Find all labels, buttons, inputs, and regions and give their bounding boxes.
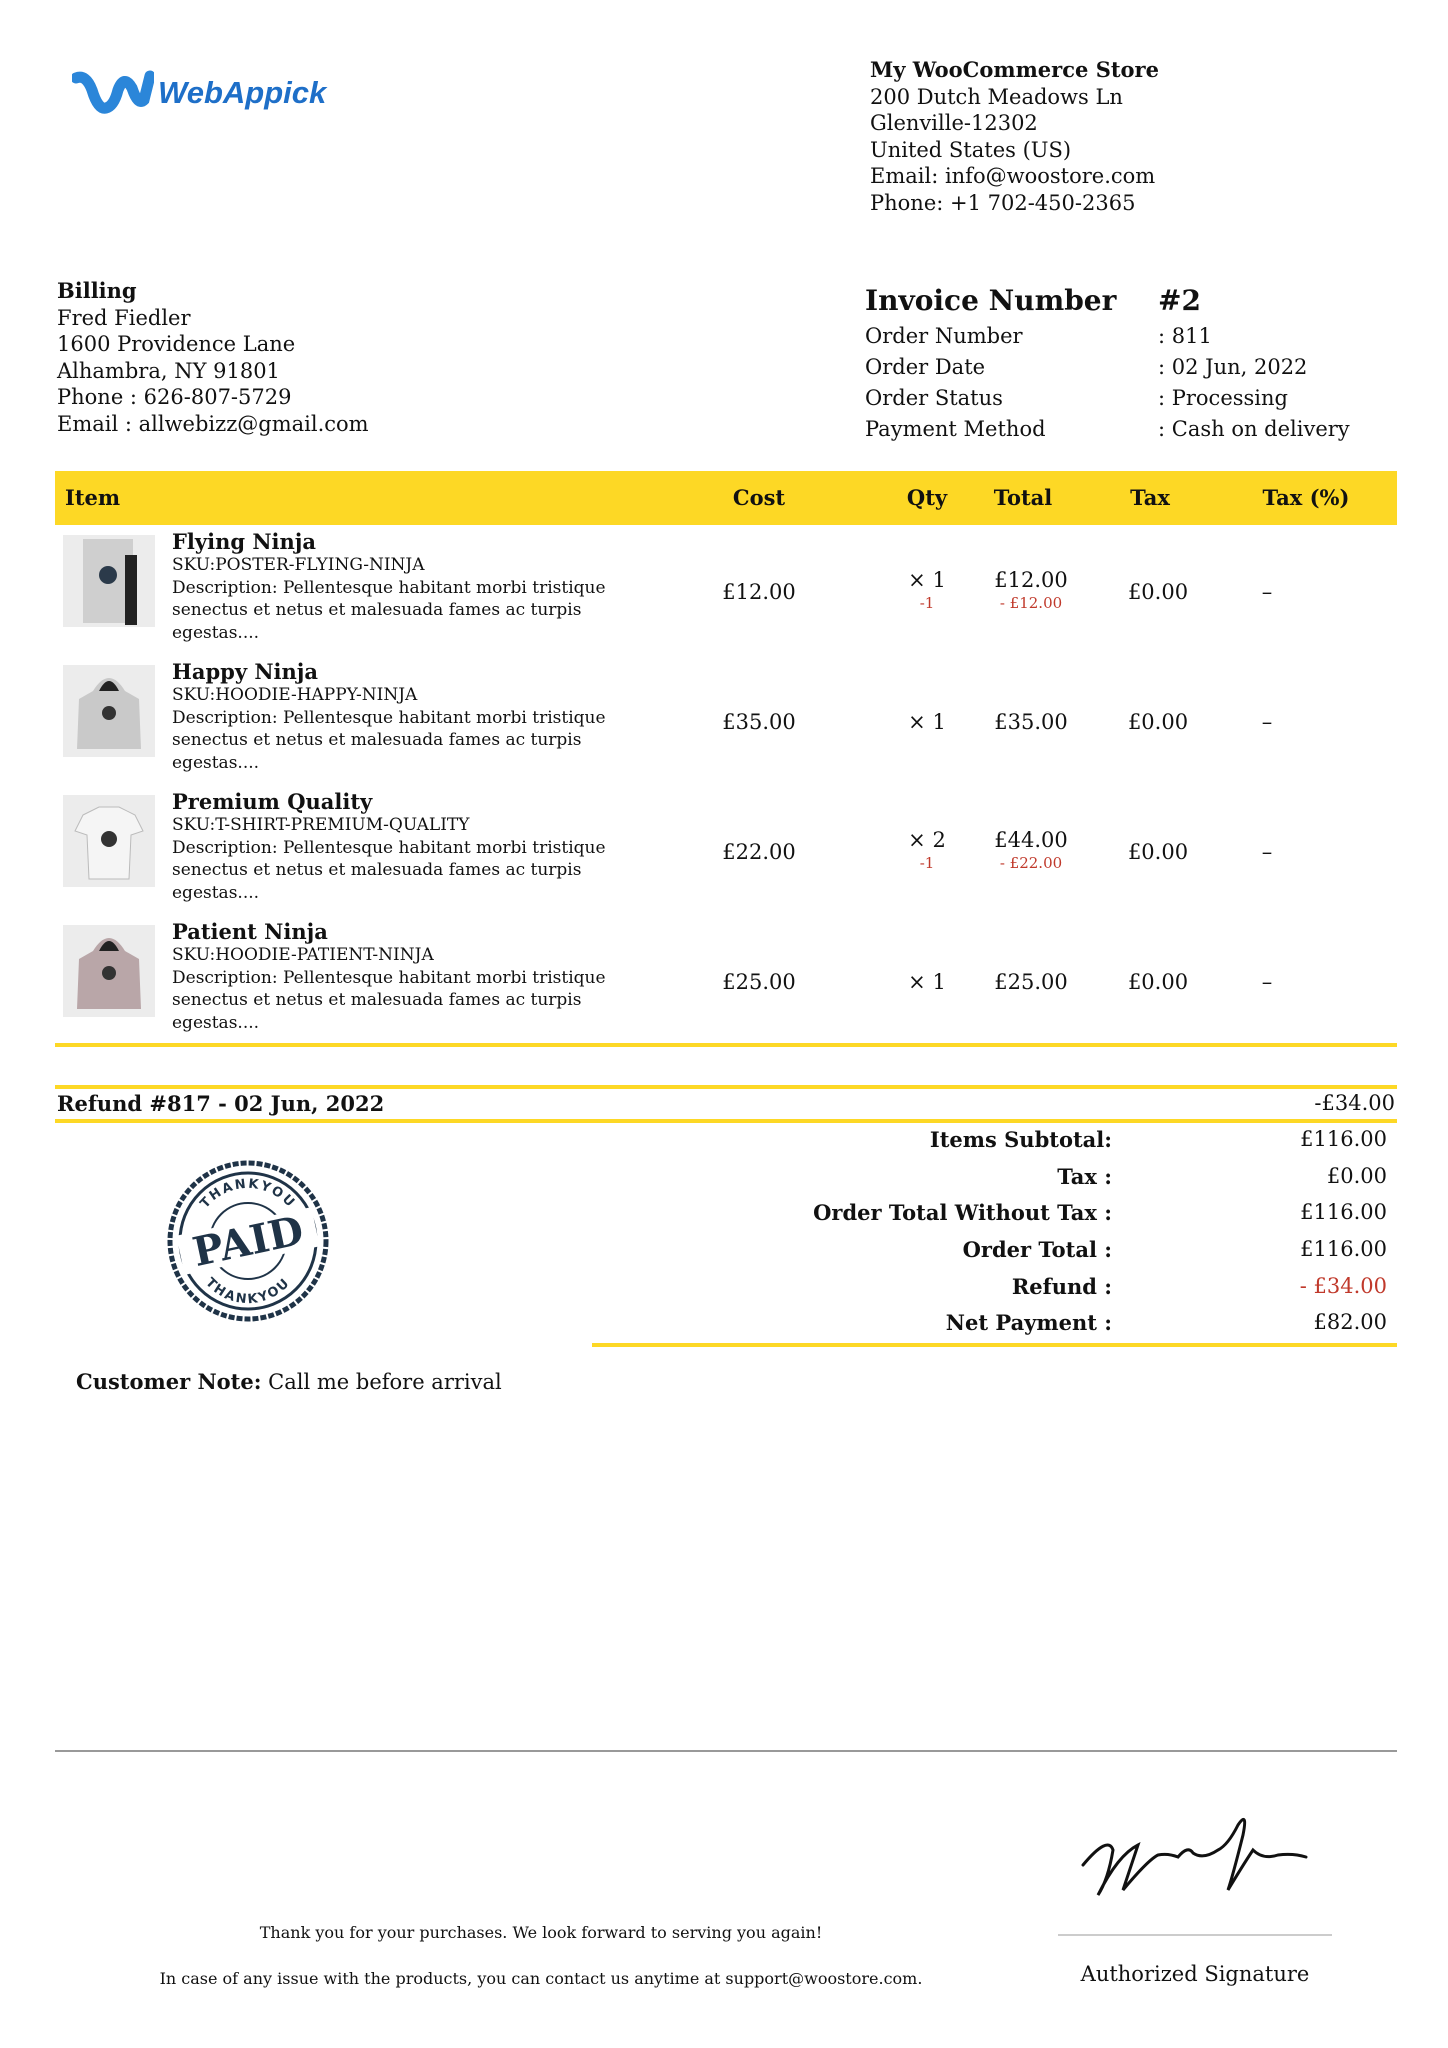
item-qty: × 1	[908, 710, 946, 734]
item-total: £44.00	[994, 828, 1068, 852]
item-cost: £12.00	[722, 580, 796, 604]
totals-label: Refund :	[1011, 1273, 1112, 1299]
totals-row	[592, 1274, 1397, 1311]
item-total: £25.00	[994, 970, 1068, 994]
billing-phone: Phone : 626-807-5729	[57, 385, 292, 409]
customer-note-text: Call me before arrival	[268, 1370, 502, 1394]
stamp-ring-text: THANKYOU	[202, 1275, 294, 1308]
col-item: Item	[65, 485, 121, 510]
table-header	[55, 471, 1397, 525]
store-line: Glenville-12302	[870, 111, 1038, 135]
totals-label: Order Total Without Tax :	[813, 1200, 1112, 1226]
stamp-ring-text: THANKYOU	[197, 1176, 299, 1212]
item-tax: £0.00	[1127, 840, 1189, 864]
customer-note	[76, 1369, 502, 1394]
product-name: Patient Ninja	[172, 919, 328, 944]
table-row	[55, 920, 1397, 1050]
totals-label: Net Payment :	[945, 1310, 1112, 1336]
col-tax: Tax	[1130, 485, 1170, 510]
billing-address	[57, 278, 369, 437]
totals-value: £82.00	[1313, 1310, 1387, 1335]
col-tax-percent: Tax (%)	[1262, 485, 1350, 510]
item-tax-percent: –	[1261, 970, 1273, 994]
totals-row	[592, 1200, 1397, 1237]
detail-label: Order Date	[865, 354, 986, 379]
refund-bottom-line	[55, 1119, 1397, 1123]
totals-bottom-line	[592, 1343, 1397, 1347]
item-qty: × 2	[908, 828, 946, 852]
totals-row	[592, 1310, 1397, 1347]
product-sku: SKU:T-SHIRT-PREMIUM-QUALITY	[172, 815, 470, 835]
billing-line: Alhambra, NY 91801	[57, 358, 280, 383]
footer-thanks: Thank you for your purchases. We look forward to serving you again!	[259, 1923, 823, 1942]
footer-divider	[55, 1750, 1397, 1752]
billing-email: Email : allwebizz@gmail.com	[57, 411, 369, 436]
detail-value: : 02 Jun, 2022	[1158, 354, 1308, 379]
totals-value: £116.00	[1300, 1127, 1387, 1151]
item-tax: £0.00	[1127, 970, 1189, 994]
refund-top-line	[55, 1085, 1397, 1089]
product-description: Description: Pellentesque habitant morbi tristique senectus et netus et malesuada fames ac turpis egestas....	[172, 967, 606, 1033]
signature-image	[1078, 1805, 1318, 1905]
col-cost: Cost	[732, 485, 786, 510]
product-description: Description: Pellentesque habitant morbi tristique senectus et netus et malesuada fames ac turpis egestas....	[172, 837, 606, 903]
item-cost: £22.00	[722, 840, 796, 864]
store-line: 200 Dutch Meadows Ln	[870, 84, 1123, 109]
item-qty: × 1	[908, 568, 946, 592]
billing-line: Fred Fiedler	[57, 305, 191, 330]
totals-value: £0.00	[1326, 1163, 1387, 1188]
item-total-refund: - £22.00	[999, 854, 1063, 872]
totals-label: Order Total :	[962, 1237, 1112, 1263]
item-total: £35.00	[994, 710, 1068, 734]
refund-label: Refund #817 - 02 Jun, 2022	[57, 1091, 385, 1116]
item-tax-percent: –	[1261, 840, 1273, 864]
col-total: Total	[993, 485, 1053, 510]
col-qty: Qty	[906, 485, 948, 510]
store-email: Email: info@woostore.com	[870, 164, 1156, 188]
detail-value: : 811	[1158, 323, 1212, 348]
item-total-refund: - £12.00	[999, 594, 1063, 612]
detail-value: : Cash on delivery	[1158, 416, 1350, 441]
product-image	[63, 665, 155, 757]
paid-stamp	[165, 1158, 331, 1324]
store-line: United States (US)	[870, 137, 1072, 162]
detail-value: : Processing	[1158, 385, 1288, 410]
totals-value: - £34.00	[1299, 1273, 1387, 1298]
store-phone: Phone: +1 702-450-2365	[870, 190, 1136, 215]
invoice-number-label: Invoice Number	[865, 283, 1117, 317]
item-qty-refund: -1	[919, 594, 935, 612]
totals-row	[592, 1237, 1397, 1274]
logo-icon	[72, 70, 154, 116]
product-name: Happy Ninja	[172, 659, 318, 684]
item-tax: £0.00	[1127, 580, 1189, 604]
table-row	[55, 660, 1397, 790]
item-total: £12.00	[994, 568, 1068, 592]
product-name: Premium Quality	[172, 789, 373, 814]
table-row	[55, 790, 1397, 920]
product-sku: SKU:HOODIE-PATIENT-NINJA	[172, 945, 434, 965]
billing-line: 1600 Providence Lane	[57, 332, 296, 356]
totals-label: Tax :	[1057, 1163, 1112, 1189]
totals	[592, 1127, 1397, 1347]
product-name: Flying Ninja	[172, 529, 316, 554]
item-tax-percent: –	[1261, 710, 1273, 734]
product-description: Description: Pellentesque habitant morbi tristique senectus et netus et malesuada fames ac turpis egestas....	[172, 707, 606, 773]
invoice-details	[865, 280, 1385, 444]
product-image	[63, 925, 155, 1017]
logo-text: WebAppick	[158, 75, 327, 110]
product-description: Description: Pellentesque habitant morbi tristique senectus et netus et malesuada fames ac turpis egestas....	[172, 577, 606, 643]
invoice-number: #2	[1158, 283, 1201, 317]
store-name: My WooCommerce Store	[870, 57, 1159, 82]
totals-value: £116.00	[1300, 1200, 1387, 1225]
totals-value: £116.00	[1300, 1237, 1387, 1262]
logo	[72, 70, 326, 116]
item-cost: £35.00	[722, 710, 796, 734]
product-sku: SKU:HOODIE-HAPPY-NINJA	[172, 685, 418, 705]
item-tax-percent: –	[1261, 580, 1273, 604]
detail-label: Payment Method	[865, 416, 1046, 441]
signature-line	[1058, 1934, 1332, 1936]
totals-row	[592, 1164, 1397, 1201]
totals-row	[592, 1127, 1397, 1164]
product-image	[63, 795, 155, 887]
item-qty-refund: -1	[919, 854, 935, 872]
footer-contact: In case of any issue with the products, you can contact us anytime at support@woostore.com.	[159, 1969, 923, 1988]
detail-label: Order Number	[865, 323, 1023, 348]
refund-amount: -£34.00	[1314, 1091, 1395, 1115]
item-tax: £0.00	[1127, 710, 1189, 734]
detail-label: Order Status	[865, 385, 1003, 410]
table-bottom-line	[55, 1043, 1397, 1047]
stamp-text: PAID	[188, 1206, 308, 1277]
totals-label: Items Subtotal:	[929, 1127, 1112, 1152]
authorized-signature-label: Authorized Signature	[1080, 1962, 1310, 1986]
customer-note-label: Customer Note:	[76, 1369, 262, 1394]
product-sku: SKU:POSTER-FLYING-NINJA	[172, 555, 425, 575]
billing-title: Billing	[57, 278, 137, 303]
item-cost: £25.00	[722, 970, 796, 994]
table-row	[55, 530, 1397, 660]
product-image	[63, 535, 155, 627]
store-address	[870, 57, 1159, 216]
item-qty: × 1	[908, 970, 946, 994]
